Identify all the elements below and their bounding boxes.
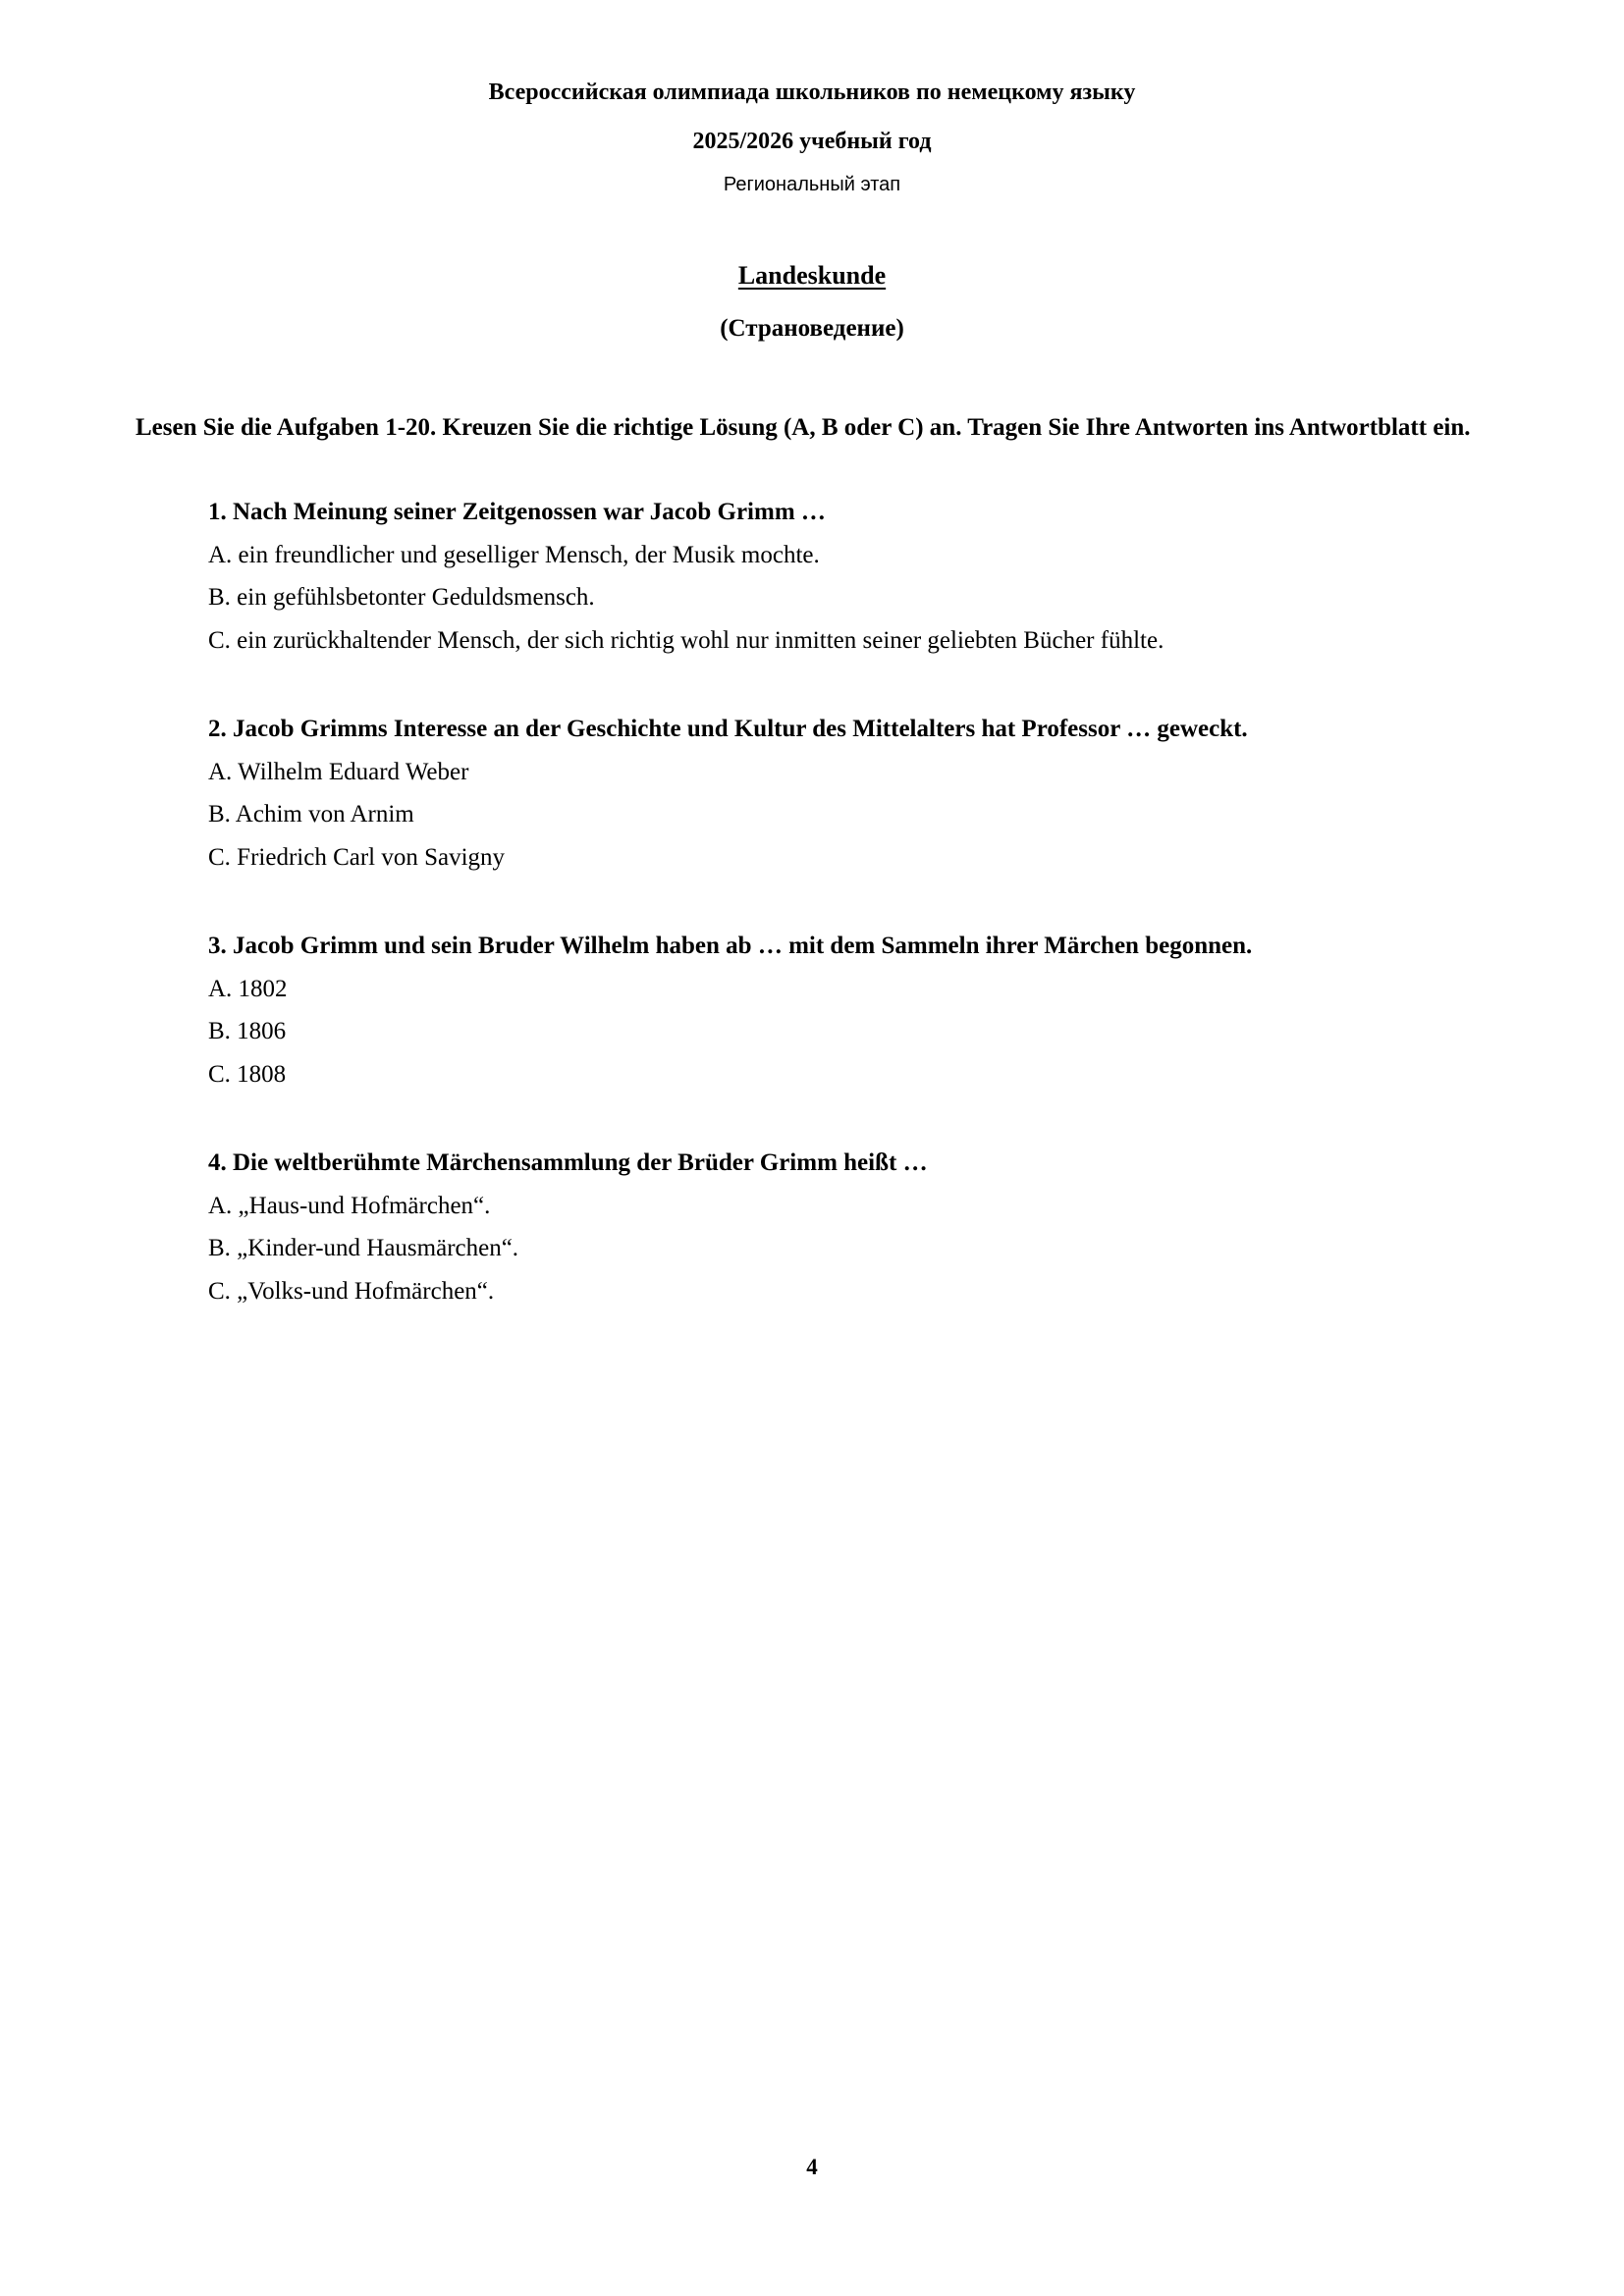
- task-option-c[interactable]: C. Friedrich Carl von Savigny: [208, 844, 506, 872]
- task-list: [135, 491, 1489, 1313]
- task-stem: 1. Nach Meinung seiner Zeitgenossen war Jacob Grimm …: [208, 498, 826, 525]
- task-instruction: Lesen Sie die Aufgaben 1-20. Kreuzen Sie die richtige Lösung (A, B oder C) an. Tragen Sie Ihre Antworten ins Antwortblatt ein.: [135, 414, 1471, 442]
- task-stem: 4. Die weltberühmte Märchensammlung der Brüder Grimm heißt …: [208, 1148, 928, 1176]
- task-item: [135, 491, 1489, 663]
- page-number: 4: [806, 2155, 818, 2179]
- section-title: Landeskunde: [737, 260, 887, 290]
- task-option-b[interactable]: B. ein gefühlsbetonter Geduldsmensch.: [208, 584, 595, 612]
- task-option-c[interactable]: C. „Volks-und Hofmärchen“.: [208, 1278, 495, 1306]
- task-item: [135, 708, 1489, 880]
- task-option-a[interactable]: A. „Haus-und Hofmärchen“.: [208, 1192, 491, 1219]
- task-stem: 2. Jacob Grimms Interesse an der Geschichte und Kultur des Mittelalters hat Professor … geweckt.: [208, 715, 1248, 742]
- header-olympiad-title: Всероссийская олимпиада школьников по немецкому языку: [488, 80, 1136, 105]
- section-title-translation: (Страноведение): [720, 315, 904, 343]
- task-option-c[interactable]: C. 1808: [208, 1061, 287, 1089]
- task-option-b[interactable]: B. Achim von Arnim: [208, 801, 414, 828]
- header-academic-year: 2025/2026 учебный год: [692, 129, 932, 155]
- task-option-a[interactable]: A. Wilhelm Eduard Weber: [208, 758, 469, 785]
- task-item: [135, 925, 1489, 1096]
- task-stem: 3. Jacob Grimm und sein Bruder Wilhelm haben ab … mit dem Sammeln ihrer Märchen begonnen.: [208, 932, 1253, 959]
- task-option-b[interactable]: B. „Kinder-und Hausmärchen“.: [208, 1235, 519, 1262]
- task-option-a[interactable]: A. ein freundlicher und geselliger Mensch, der Musik mochte.: [208, 541, 820, 568]
- task-item: [135, 1142, 1489, 1313]
- header-stage: Региональный этап: [723, 173, 901, 195]
- document-header: [135, 77, 1489, 197]
- task-option-a[interactable]: A. 1802: [208, 975, 288, 1002]
- task-option-b[interactable]: B. 1806: [208, 1018, 287, 1045]
- section-title-block: [135, 258, 1489, 346]
- task-option-c[interactable]: C. ein zurückhaltender Mensch, der sich richtig wohl nur inmitten seiner geliebten Bücher fühlte.: [208, 627, 1164, 655]
